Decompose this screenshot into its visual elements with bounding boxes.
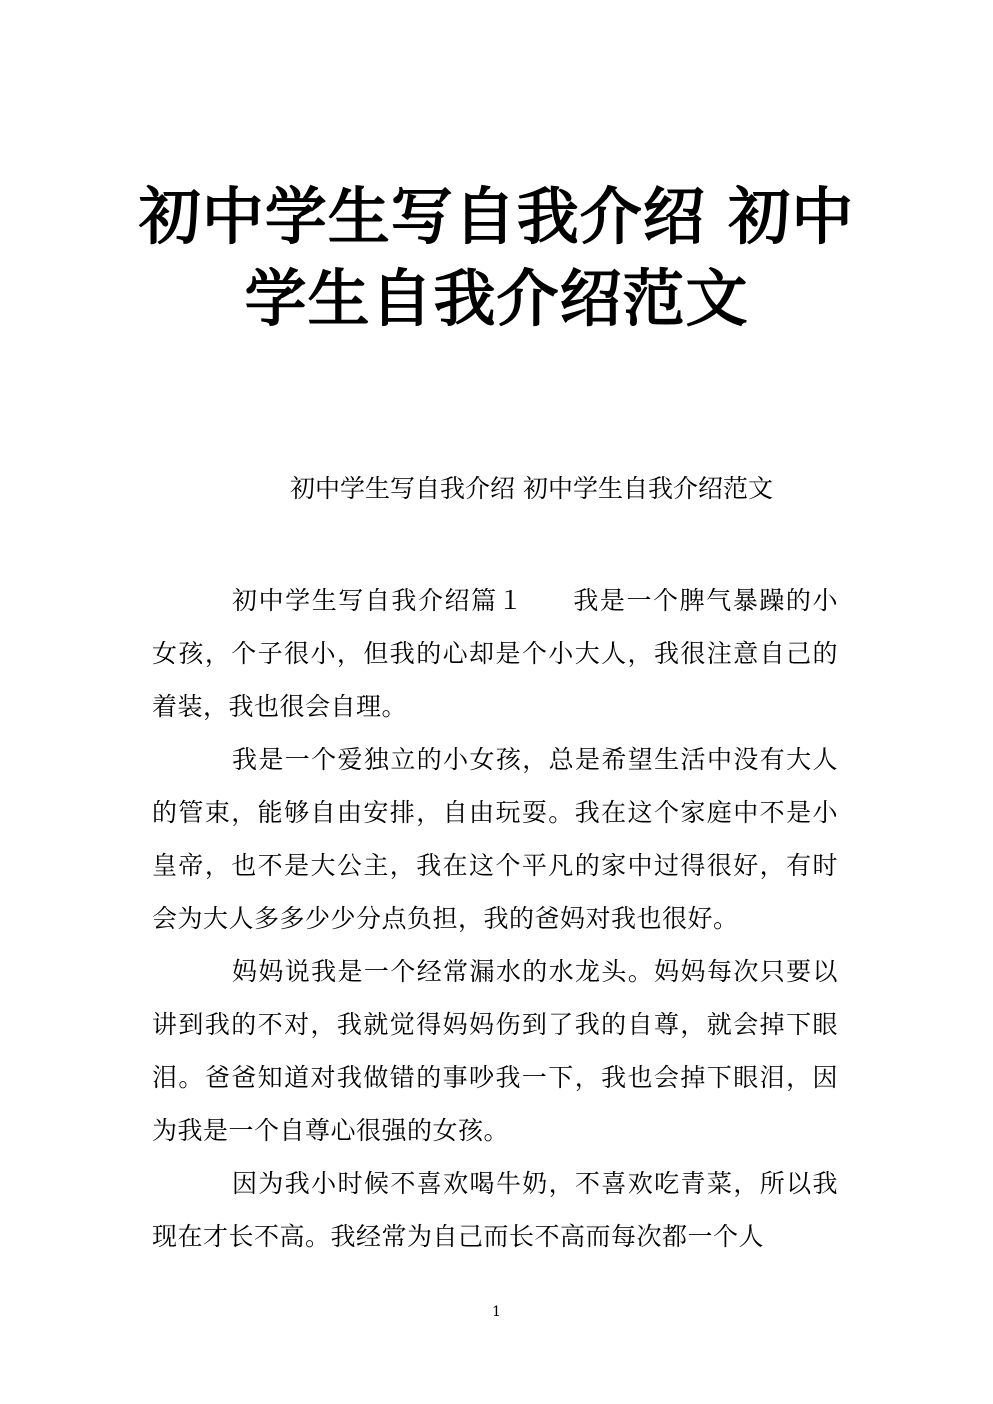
- document-subtitle: 初中学生写自我介绍 初中学生自我介绍范文: [290, 474, 773, 503]
- paragraph-2: 我是一个爱独立的小女孩，总是希望生活中没有大人的管束，能够自由安排，自由玩耍。我在这个家庭中不是小皇帝，也不是大公主，我在这个平凡的家中过得很好，有时会为大人多多少少分点负担，我的爸妈对我也很好。: [152, 745, 838, 933]
- page-number: 1: [492, 1304, 501, 1320]
- paragraph-4: 因为我小时候不喜欢喝牛奶，不喜欢吃青菜，所以我现在才长不高。我经常为自己而长不高而每次都一个人: [152, 1169, 838, 1251]
- paragraph-text: 我是一个脾气暴躁的小女孩，个子很小，但我的心却是个小大人，我很注意自己的着装，我也很会自理。: [152, 586, 838, 721]
- document-title: 初中学生写自我介绍 初中学生自我介绍范文: [138, 180, 855, 335]
- section-heading: 初中学生写自我介绍篇１: [232, 586, 525, 615]
- paragraph-3: 妈妈说我是一个经常漏水的水龙头。妈妈每次只要以讲到我的不对，我就觉得妈妈伤到了我的自尊，就会掉下眼泪。爸爸知道对我做错的事吵我一下，我也会掉下眼泪，因为我是一个自尊心很强的女孩。: [152, 957, 838, 1145]
- paragraph-1: [152, 574, 838, 733]
- document-body: [152, 574, 838, 1263]
